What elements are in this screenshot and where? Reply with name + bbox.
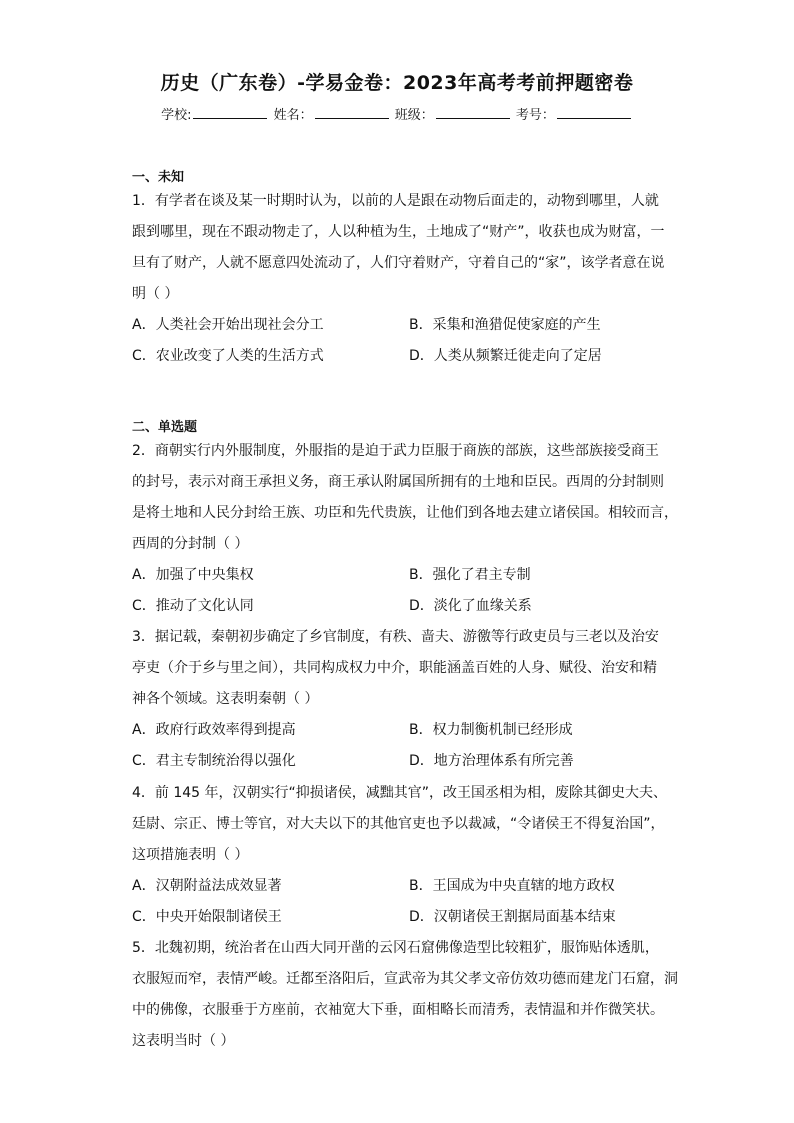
question-line: 明（ ） [132, 286, 179, 302]
option-a[interactable]: A．人类社会开始出现社会分工 [132, 317, 324, 333]
option-c[interactable]: C．推动了文化认同 [132, 598, 254, 614]
student-info-row [0, 104, 794, 123]
question-line: 廷尉、宗正、博士等官，对大夫以下的其他官吏也予以裁减，“令诸侯王不得复治国”， [132, 816, 665, 832]
class-label: 班级： [394, 108, 434, 123]
option-b[interactable]: B．采集和渔猎促使家庭的产生 [409, 317, 601, 333]
question-line: 衣服短而窄，表情严峻。迁都至洛阳后，宣武帝为其父孝文帝仿效功德而建龙门石窟，洞 [132, 971, 678, 987]
option-b[interactable]: B．权力制衡机制已经形成 [409, 722, 573, 738]
option-d[interactable]: D．地方治理体系有所完善 [409, 753, 574, 769]
question-line: 的封号，表示对商王承担义务，商王承认附属国所拥有的土地和臣民。西周的分封制则 [132, 474, 664, 490]
option-a[interactable]: A．汉朝附益法成效显著 [132, 878, 282, 894]
name-blank[interactable] [315, 106, 389, 119]
section-heading: 二、单选题 [132, 420, 198, 435]
question-line: 西周的分封制（ ） [132, 536, 249, 552]
question-line: 是将土地和人民分封给王族、功臣和先代贵族，让他们到各地去建立诸侯国。相较而言， [132, 505, 678, 521]
option-d[interactable]: D．人类从频繁迁徙走向了定居 [409, 348, 602, 364]
page-title: 历史（广东卷）-学易金卷：2023年高考考前押题密卷 [160, 72, 634, 94]
question-line: 这表明当时（ ） [132, 1033, 235, 1049]
name-label: 姓名： [273, 108, 313, 123]
question-line: 亭吏（介于乡与里之间），共同构成权力中介，职能涵盖百姓的人身、赋役、治安和精 [132, 660, 657, 676]
question-line: 2．商朝实行内外服制度，外服指的是迫于武力臣服于商族的部族，这些部族接受商王 [132, 443, 659, 459]
option-b[interactable]: B．强化了君主专制 [409, 567, 531, 583]
question-line: 这项措施表明（ ） [132, 847, 249, 863]
exam-number-label: 考号： [515, 108, 555, 123]
question-line: 跟到哪里，现在不跟动物走了，人以种植为生，土地成了“财产”，收获也成为财富，一 [132, 224, 665, 240]
question-line: 5．北魏初期，统治者在山西大同开凿的云冈石窟佛像造型比较粗犷，服饰贴体透肌， [132, 940, 659, 956]
school-label: 学校: [161, 108, 192, 123]
question-line: 3．据记载，秦朝初步确定了乡官制度，有秩、啬夫、游徼等行政吏员与三老以及治安 [132, 629, 659, 645]
option-a[interactable]: A．政府行政效率得到提高 [132, 722, 296, 738]
option-c[interactable]: C．农业改变了人类的生活方式 [132, 348, 324, 364]
question-line: 中的佛像，衣服垂于方座前，衣袖宽大下垂，面相略长而清秀，表情温和并作微笑状。 [132, 1002, 664, 1018]
question-line: 神各个领域。这表明秦朝（ ） [132, 691, 319, 707]
school-blank[interactable] [193, 106, 267, 119]
exam-number-blank[interactable] [557, 106, 631, 119]
section-heading: 一、未知 [132, 170, 185, 185]
option-c[interactable]: C．君主专制统治得以强化 [132, 753, 296, 769]
option-d[interactable]: D．汉朝诸侯王割据局面基本结束 [409, 909, 616, 925]
option-d[interactable]: D．淡化了血缘关系 [409, 598, 532, 614]
question-line: 旦有了财产，人就不愿意四处流动了，人们守着财产，守着自己的“家”，该学者意在说 [132, 255, 665, 271]
question-line: 4．前 145 年，汉朝实行“抑损诸侯，减黜其官”，改王国丞相为相，废除其御史大夫、 [132, 785, 668, 801]
option-a[interactable]: A．加强了中央集权 [132, 567, 254, 583]
option-b[interactable]: B．王国成为中央直辖的地方政权 [409, 878, 615, 894]
option-c[interactable]: C．中央开始限制诸侯王 [132, 909, 282, 925]
class-blank[interactable] [436, 106, 510, 119]
question-line: 1．有学者在谈及某一时期时认为，以前的人是跟在动物后面走的，动物到哪里，人就 [132, 193, 659, 209]
